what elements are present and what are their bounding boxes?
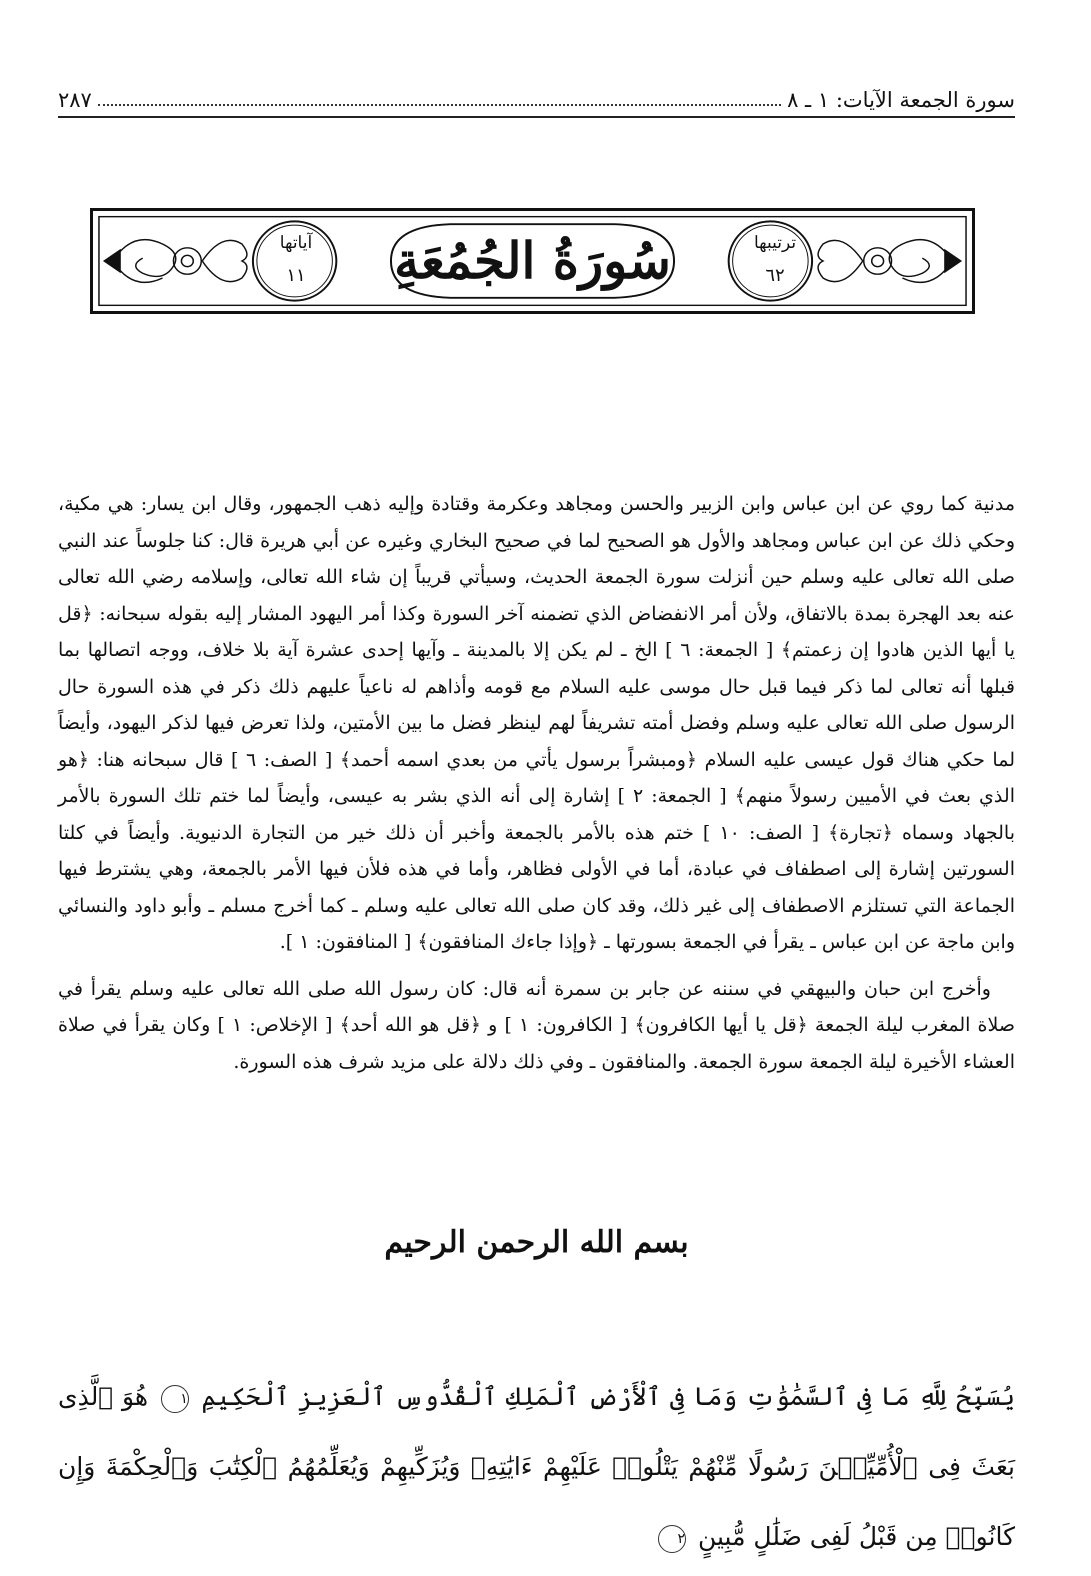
surah-name: سُورَةُ الجُمُعَةِ bbox=[394, 231, 671, 290]
header-dot-leader bbox=[98, 104, 781, 106]
running-title: سورة الجمعة الآيات: ١ ـ ٨ bbox=[787, 88, 1015, 112]
order-number: ٦٢ bbox=[765, 265, 785, 286]
basmala-heading: بسم الله الرحمن الرحيم bbox=[384, 1225, 689, 1260]
verse-text: يُسَبِّحُ لِلَّهِ مَا فِى ٱلسَّمَٰوَٰتِ وَمَا فِى ٱلْأَرْضِ ٱلْمَلِكِ ٱلْقُدُّوسِ ٱلْعَزِيزِ ٱلْحَكِيمِ bbox=[201, 1382, 1015, 1411]
ayah-number-marker: ١ bbox=[161, 1385, 189, 1413]
order-label: ترتيبها bbox=[753, 233, 797, 253]
page-number: ٢٨٧ bbox=[58, 88, 92, 112]
verses-label: آياتها bbox=[279, 233, 313, 253]
quran-verses bbox=[58, 1362, 1015, 1572]
ayah-number-marker: ٢ bbox=[658, 1525, 686, 1553]
page-header bbox=[58, 72, 1015, 118]
intro-paragraph: وأخرج ابن حبان والبيهقي في سننه عن جابر بن سمرة أنه قال: كان رسول الله صلى الله تعالى عليه وسلم يقرأ في صلاة المغرب ليلة الجمعة ﴿قل يا أيها الكافرون﴾ [ الكافرون: ١ ] و ﴿قل هو الله أحد﴾ [ الإخلاص: ١ ] وكان يقرأ في صلاة العشاء الأخيرة ليلة الجمعة سورة الجمعة. والمنافقون ـ وفي ذلك دلالة على مزيد شرف هذه السورة. bbox=[58, 977, 1015, 1073]
verses-count: ١١ bbox=[286, 265, 306, 286]
verse-text: هُوَ ٱلَّذِى بَعَثَ فِى ٱلْأُمِّيِّـۧنَ رَسُولًا مِّنْهُمْ يَتْلُوا۟ عَلَيْهِمْ ءَايَٰتِهِۦ وَيُزَكِّيهِمْ وَيُعَلِّمُهُمُ ٱلْكِتَٰبَ وَٱلْحِكْمَةَ وَإِن كَانُوا۟ مِن قَبْلُ لَفِى ضَلَٰلٍ مُّبِينٍ bbox=[58, 1382, 1015, 1551]
intro-paragraph: مدنية كما روي عن ابن عباس وابن الزبير والحسن ومجاهد وعكرمة وقتادة وإليه ذهب الجمهور، وقال ابن يسار: هي مكية، وحكي ذلك عن ابن عباس ومجاهد والأول هو الصحيح لما في صحيح البخاري وغيره عن أبي هريرة قال: كنا جلوساً عند النبي صلى الله تعالى عليه وسلم حين أنزلت سورة الجمعة الحديث، وسيأتي قريباً إن شاء الله تعالى، وإسلامه رضي الله تعالى عنه بعد الهجرة بمدة بالاتفاق، ولأن أمر الانفضاض الذي تضمنه آخر السورة وكذا أمر اليهود المشار إليه بقوله سبحانه: ﴿قل يا أيها الذين هادوا إن زعمتم﴾ [ الجمعة: ٦ ] الخ ـ لم يكن إلا بالمدينة ـ وآيها إحدى عشرة آية بلا خلاف، ووجه اتصالها بما قبلها أنه تعالى لما ذكر فيما قبل حال موسى عليه السلام مع قومه وأذاهم له ناعياً عليهم ذلك ذكر في هذه السورة حال الرسول صلى الله تعالى عليه وسلم وفضل أمته تشريفاً لهم لينظر فضل ما بين الأمتين، ولذا تعرض فيها لذكر اليهود، وأيضاً لما حكي هناك قول عيسى عليه السلام ﴿ومبشراً برسول يأتي من بعدي اسمه أحمد﴾ [ الصف: ٦ ] قال سبحانه هنا: ﴿هو الذي بعث في الأميين رسولاً منهم﴾ [ الجمعة: ٢ ] إشارة إلى أنه الذي بشر به عيسى، وأيضاً لما ختم تلك السورة بالأمر بالجهاد وسماه ﴿تجارة﴾ [ الصف: ١٠ ] ختم هذه بالأمر بالجمعة وأخبر أن ذلك خير من التجارة الدنيوية. وأيضاً في كلتا السورتين إشارة إلى اصطفاف في عبادة، أما في الأولى فظاهر، وأما في هذه فلأن فيها الأمر بالجمعة، وهي يشترط فيها الجماعة التي تستلزم الاصطفاف إلى غير ذلك، وقد كان صلى الله تعالى عليه وسلم ـ كما أخرج مسلم ـ وأبو داود والنسائي وابن ماجة عن ابن عباس ـ يقرأ في الجمعة بسورتها ـ ﴿وإذا جاءك المنافقون﴾ [ المنافقون: ١ ]. bbox=[58, 493, 1016, 953]
surah-title-banner bbox=[90, 208, 975, 314]
surah-introduction bbox=[58, 486, 1015, 1090]
